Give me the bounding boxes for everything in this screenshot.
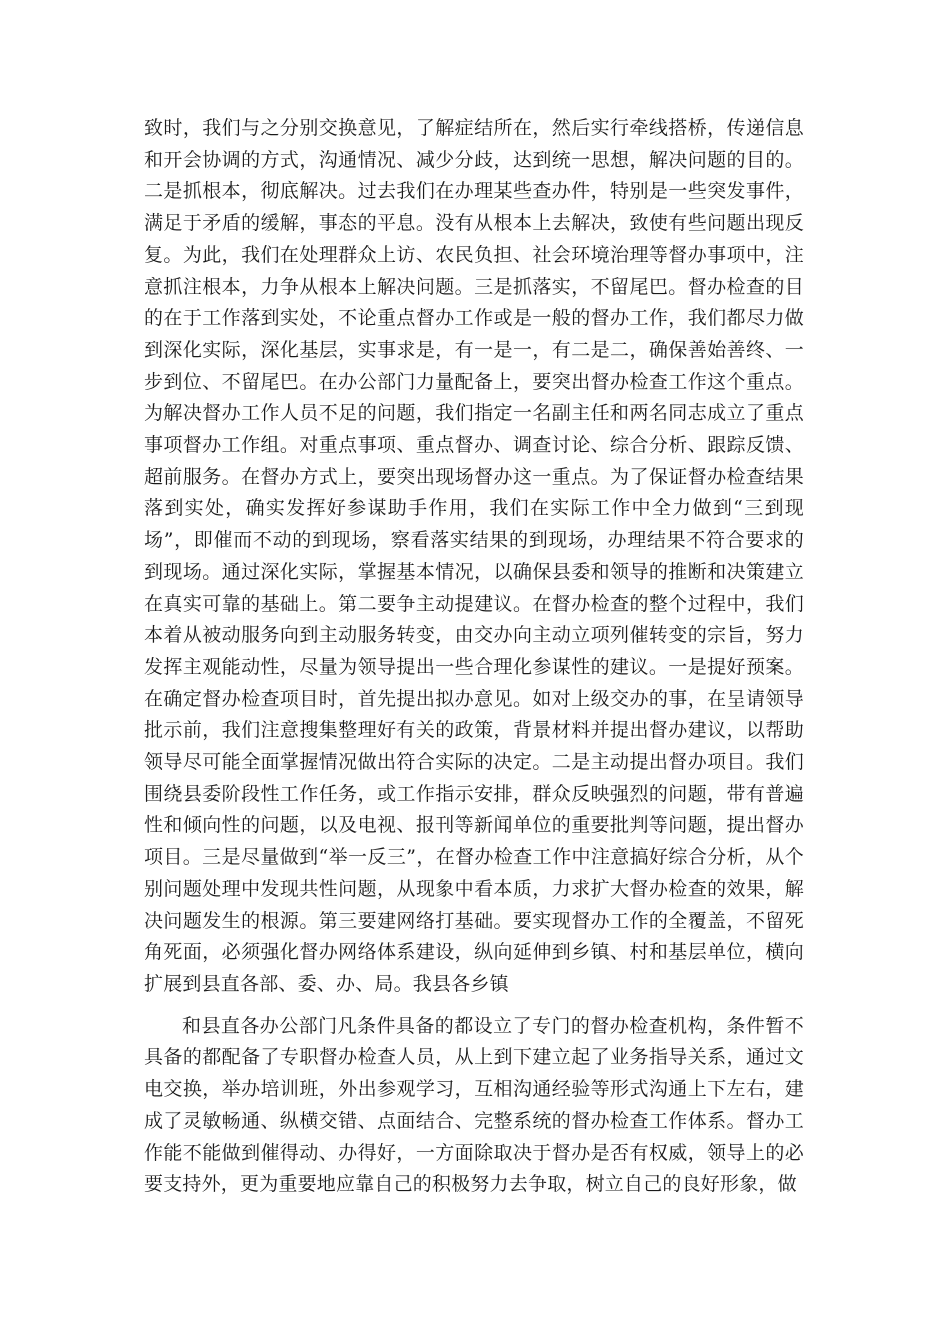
paragraph-indented: 和县直各办公部门凡条件具备的都设立了专门的督办检查机构，条件暂不具备的都配备了专职督办检查人员，从上到下建立起了业务指导关系，通过文电交换，举办培训班，外出参观学习，互相沟通经验等形式沟通上下左右，建成了灵敏畅通、纵横交错、点面结合、完整系统的督办检查工作体系。督办工作能不能做到催得动、办得好，一方面除取决于督办是否有权威，领导上的必要支持外，更为重要地应靠自己的积极努力去争取，树立自己的良好形象，做	[144, 1014, 804, 1196]
document-body	[144, 113, 804, 1201]
paragraph-continued: 致时，我们与之分别交换意见，了解症结所在，然后实行牵线搭桥，传递信息和开会协调的方式，沟通情况、减少分歧，达到统一思想，解决问题的目的。二是抓根本，彻底解决。过去我们在办理某些查办件，特别是一些突发事件，满足于矛盾的缓解，事态的平息。没有从根本上去解决，致使有些问题出现反复。为此，我们在处理群众上访、农民负担、社会环境治理等督办事项中，注意抓注根本，力争从根本上解决问题。三是抓落实，不留尾巴。督办检查的目的在于工作落到实处，不论重点督办工作或是一般的督办工作，我们都尽力做到深化实际，深化基层，实事求是，有一是一，有二是二，确保善始善终、一步到位、不留尾巴。在办公部门力量配备上，要突出督办检查工作这个重点。为解决督办工作人员不足的问题，我们指定一名副主任和两名同志成立了重点事项督办工作组。对重点事项、重点督办、调查讨论、综合分析、跟踪反馈、超前服务。在督办方式上，要突出现场督办这一重点。为了保证督办检查结果落到实处，确实发挥好参谋助手作用，我们在实际工作中全力做到“三到现场”，即催而不动的到现场，察看落实结果的到现场，办理结果不符合要求的到现场。通过深化实际，掌握基本情况，以确保县委和领导的推断和决策建立在真实可靠的基础上。第二要争主动提建议。在督办检查的整个过程中，我们本着从被动服务向到主动服务转变，由交办向主动立项列催转变的宗旨，努力发挥主观能动性，尽量为领导提出一些合理化参谋性的建议。一是提好预案。在确定督办检查项目时，首先提出拟办意见。如对上级交办的事，在呈请领导批示前，我们注意搜集整理好有关的政策，背景材料并提出督办建议，以帮助领导尽可能全面掌握情况做出符合实际的决定。二是主动提出督办项目。我们围绕县委阶段性工作任务，或工作指示安排，群众反映强烈的问题，带有普遍性和倾向性的问题，以及电视、报刊等新闻单位的重要批判等问题，提出督办项目。三是尽量做到“举一反三”，在督办检查工作中注意搞好综合分析，从个别问题处理中发现共性问题，从现象中看本质，力求扩大督办检查的效果，解决问题发生的根源。第三要建网络打基础。要实现督办工作的全覆盖，不留死角死面，必须强化督办网络体系建设，纵向延伸到乡镇、村和基层单位，横向扩展到县直各部、委、办、局。我县各乡镇	[144, 117, 804, 995]
